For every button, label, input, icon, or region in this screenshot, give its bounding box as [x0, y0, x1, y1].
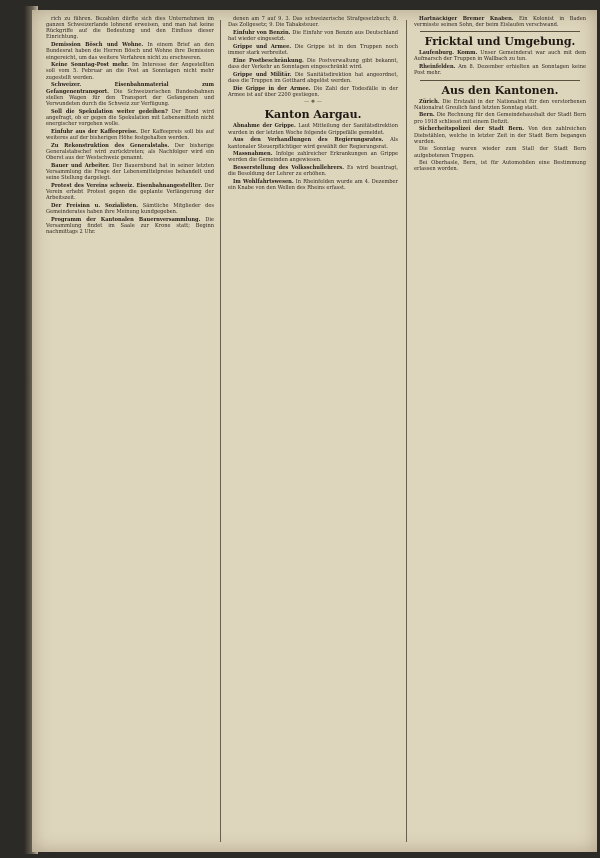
article-title: Der Freisinn u. Sozialisten.	[51, 202, 139, 209]
article-title: Eine Postbeschränkung.	[233, 57, 304, 64]
article-title: Einfuhr aus der Kaffeepreise.	[51, 128, 138, 135]
article-text: Die Einfuhr von Benzin aus Deutschland hat wieder eingesetzt.	[228, 29, 398, 43]
column-rule	[406, 20, 407, 842]
article-title: Aus den Verhandlungen des Regierungsrates.	[233, 137, 384, 144]
column-3	[414, 16, 586, 844]
divider	[420, 80, 580, 81]
article-text: Als kantonaler Steuerpflichtiger wird gewählt der Regierungsrat.	[228, 137, 398, 150]
article-text: Die Grippe ist in den Truppen noch immer stark verbreitet.	[228, 43, 398, 56]
article-text: Die Schweizerischen Bundesbahnen stellen Wagen für den Transport der Gefangenen und Verwundeten durch die Schweiz zur Verfügung.	[46, 88, 214, 107]
article-title: Keine Sonntag-Post mehr.	[51, 62, 129, 69]
article-title: Einfuhr von Benzin.	[233, 29, 291, 36]
article-title: Rheinfelden.	[419, 64, 456, 71]
article-title: Die Grippe in der Armee.	[233, 85, 311, 92]
article-title: Sicherheitspolizei der Stadt Bern.	[419, 126, 524, 133]
article-text: Es wird beantragt, die Besoldung der Lehrer zu erhöhen.	[228, 165, 398, 178]
article-text: Der Bauernbund hat in seiner letzten Versammlung die Frage der Lebensmittelpreise behandelt und seine Stellung dargelegt.	[46, 162, 214, 181]
article-title: Grippe und Armee.	[233, 43, 292, 50]
article-text: Von den zahlreichen Diebstählen, welche in letzter Zeit in der Stadt Bern begangen wurden.	[414, 126, 586, 145]
column-2	[228, 16, 398, 844]
article-text: Die Zahl der Todesfälle in der Armee ist auf über 2200 gestiegen.	[228, 85, 398, 98]
article-title: Demission Bösch und Wohne.	[51, 42, 144, 49]
article-text: Laut Mitteilung der Sanitätsdirektion wurden in der letzten Woche folgende Grippefälle gemeldet.	[228, 123, 398, 136]
article-text: Ein Kolonist in Baden vermisste seinen Sohn, der beim Eislaufen verschwand.	[414, 16, 586, 29]
article-title: Abnahme der Grippe.	[233, 123, 296, 130]
article-text: Bei Oberhasle, Bern, ist für Automobilen eine Bestimmung erlassen worden.	[414, 160, 586, 173]
article-text: Unser Gemeinderat war auch mit dem Aufmarsch der Truppen in Wallbach zu tun.	[414, 50, 586, 63]
article-text: denen am 7 auf 9. 3. Das schweizerische Strafgesetzbuch; 8. Das Zollgesetz; 9. Die Tabaksteuer.	[228, 16, 398, 29]
article-text: Im Interesse der Angestellten soll vom 5. Februar an die Post an Sonntagen nicht mehr zugestellt werden.	[46, 62, 214, 81]
article-text: Die Sonntag waren wieder zum Stall der Stadt Bern aufgebotenen Truppen.	[414, 146, 586, 159]
article-title: Zu Rekonstruktion des Generalstabs.	[51, 142, 170, 149]
section-heading-kantone: Aus den Kantonen.	[441, 83, 559, 97]
column-rule	[220, 20, 221, 842]
article-text: Sämtliche Mitglieder des Gemeinderates haben ihre Meinung kundgegeben.	[46, 202, 214, 215]
article-title: Hartnäckiger Bremer Knaben.	[419, 16, 514, 22]
article-text: Der bisherige Generalstabschef wird zurücktreten; als Nachfolger wird ein Oberst aus der Westschweiz genannt.	[46, 142, 214, 161]
article-title: Laufenburg. Komm.	[419, 50, 478, 57]
article-text: Die Erstzahl in der Nationalrat für den verstorbenen Nationalrat Greulich fand letzten Sonntag statt.	[414, 98, 586, 111]
divider	[420, 31, 580, 32]
article-title: Im Wohlfahrtswesen.	[233, 179, 294, 186]
separator-mark: — ❖ —	[304, 99, 322, 106]
article-title: Schweizer. Eisenbahnmaterial zum Gefangenentransport.	[46, 82, 214, 95]
article-text: Am 8. Dezember erhielten an Sonntagen keine Post mehr.	[414, 64, 586, 77]
article-text: Infolge zahlreicher Erkrankungen an Grippe werden die Gemeinden angewiesen.	[228, 151, 398, 164]
article-text: In einem Brief an den Bundesrat haben die Herren Bösch und Wohne ihre Demission eingereicht, um das weitere Verfahren nicht zu erschweren.	[46, 42, 214, 61]
section-heading-fricktal: Fricktal und Umgebung.	[424, 35, 576, 49]
article-title: Bern.	[419, 112, 435, 119]
column-1	[46, 16, 214, 844]
article-text: Die Sanitätsdirektion hat angeordnet, dass die Truppen im Gotthard abgelöst werden.	[228, 71, 398, 84]
article-title: Zürich.	[419, 98, 440, 105]
article-title: Programm der Kantonalen Bauernversammlung.	[51, 216, 201, 223]
article-text: Der Bund wird angefragt, ob er gegen die Spekulation mit Lebensmitteln nicht energischer vorgehen wolle.	[46, 108, 214, 127]
section-heading-aargau: Kanton Aargau.	[264, 108, 362, 122]
article-text: In Rheinfelden wurde am 4. Dezember ein Knabe von den Wellen des Rheins erfasst.	[228, 179, 398, 192]
article-title: Soll die Spekulation weiter gedeihen?	[51, 108, 168, 115]
article-text: Die Rechnung für den Gemeindehaushalt der Stadt Bern pro 1918 schliesst mit einem Defizit.	[414, 112, 586, 125]
article-title: Bauer und Arbeiter.	[51, 162, 110, 169]
article-title: Besserstellung des Volksschullehrers.	[233, 165, 345, 172]
article-title: Massnahmen.	[233, 151, 273, 158]
article-text: Der Verein erhebt Protest gegen die geplante Verlängerung der Arbeitszeit.	[46, 182, 214, 201]
article-text: Die Postverwaltung gibt bekannt, dass der Verkehr an Sonntagen eingeschränkt wird.	[228, 57, 398, 70]
newspaper-page	[32, 10, 597, 852]
article-title: Protest des Vereins schweiz. Eisenbahnangestellter.	[51, 182, 203, 189]
article-text: rich zu führen. Bezahlen dürfte sich dies Unternehmen im ganzen Schweizerlande lohnend erweisen, und man hat keine Rückgriffe auf die Bedeutung und den Einfluss dieser Einrichtung.	[46, 16, 214, 41]
article-text: Die Versammlung findet im Saale zur Krone statt; Beginn nachmittags 2 Uhr.	[46, 216, 214, 235]
article-title: Grippe und Militär.	[233, 71, 292, 78]
article-text: Der Kaffeepreis soll bis auf weiteres auf der bisherigen Höhe festgehalten werden.	[46, 128, 214, 141]
